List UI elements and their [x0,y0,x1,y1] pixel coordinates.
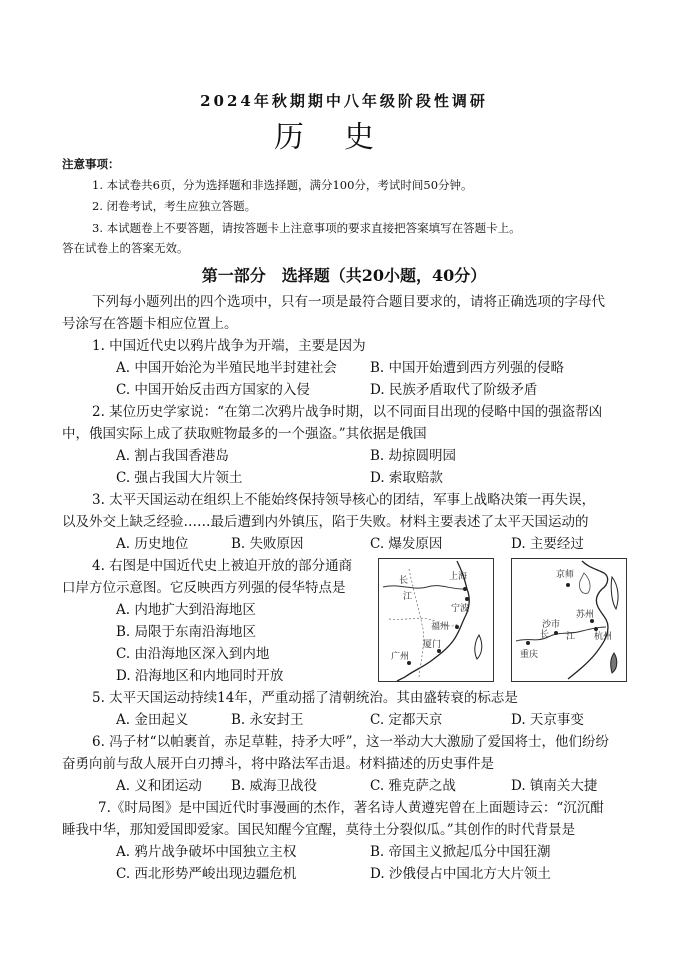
map-label: 江 [566,632,576,642]
notice-item: 3. 本试题卷上不要答题，请按答题卡上注意事项的要求直接把答案填写在答题卡上。 [92,221,521,235]
option: D. 索取赔款 [370,470,443,486]
subject-title: 历史 [274,120,414,155]
map-label: 上海 [449,572,468,582]
question-stem: 睡我中华，那知爱国即爱家。国民知醒今宜醒，莫待土分裂似瓜。”其创作的时代背景是 [62,822,576,838]
map-label: 福州 [431,622,450,632]
section-instruction: 下列每小题列出的四个选项中，只有一项是最符合题目要求的，请将正确选项的字母代 [92,294,605,310]
option: B. 威海卫战役 [231,778,318,794]
map-label: 重庆 [520,650,539,660]
port-marker [455,625,459,629]
taiwan-island [611,653,617,673]
question-stem: 6. 冯子材“以帕裹首，赤足草鞋，持矛大呼”，这一举动大大激励了爱国将士，他们纷纷 [92,734,609,750]
map-label: 广州 [391,652,410,662]
notice-item: 1. 本试卷共6页，分为选择题和非选择题，满分100分，考试时间50分钟。 [92,178,473,192]
option: B. 劫掠圆明园 [370,448,457,464]
question-stem: 1. 中国近代史以鸦片战争为开端，主要是因为 [92,338,366,354]
yangtze-river [383,586,463,589]
notice-item: 2. 闭卷考试，考生应独立答题。 [92,199,257,213]
question-stem: 5. 太平天国运动持续14年，严重动摇了清朝统治。其由盛转衰的标志是 [92,690,518,706]
port-marker [526,641,530,645]
map-label: 长 [399,576,409,586]
option: A. 割占我国香港岛 [116,448,229,464]
option: D. 沿海地区和内地同时开放 [116,668,284,684]
option: C. 爆发原因 [370,536,443,552]
option: A. 中国开始沦为半殖民地半封建社会 [116,360,337,376]
question-stem: 3. 太平天国运动在组织上不能始终保持领导核心的团结，军事上战略决策一再失误， [92,492,596,508]
option: D. 天京事变 [511,712,584,728]
question-stem: 中，俄国实际上成了获取赃物最多的一个强盗。”其依据是俄国 [62,426,427,442]
map-label: 长 [540,630,550,640]
map-label: 京师 [556,570,575,580]
question-stem: 口岸方位示意图。它反映西方列强的侵华特点是 [62,580,346,596]
treaty-ports-map-1 [378,558,494,682]
yangtze-river [516,627,606,641]
option: C. 雅克萨之战 [370,778,456,794]
exam-title: 2024年秋期期中八年级阶段性调研 [200,92,488,110]
map-label: 苏州 [576,610,595,620]
option: C. 由沿海地区深入到内地 [116,646,270,662]
port-marker [554,631,558,635]
question-stem: 4. 右图是中国近代史上被迫开放的部分通商 [92,558,353,574]
question-stem: 7.《时局图》是中国近代时事漫画的杰作，著名诗人黄遵宪曾在上面题诗云：“沉沉酣 [98,800,604,816]
treaty-ports-map-2 [511,558,627,682]
option: A. 历史地位 [116,536,189,552]
option: A. 鸦片战争破坏中国独立主权 [116,844,297,860]
question-stem: 奋勇向前与敌人展开白刃搏斗，将中路法军击退。材料描述的历史事件是 [62,756,494,772]
option: C. 西北形势严峻出现边疆危机 [116,866,297,882]
option: C. 中国开始反击西方国家的入侵 [116,382,310,398]
question-stem: 以及外交上缺乏经验……最后遭到内外镇压，陷于失败。材料主要表述了太平天国运动的 [62,514,589,530]
section-instruction: 号涂写在答题卡相应位置上。 [62,316,238,332]
map-label: 沙市 [542,620,561,630]
port-marker [465,597,469,601]
notice-item: 答在试卷上的答案无效。 [62,241,189,255]
option: C. 定都天京 [370,712,443,728]
option: D. 沙俄侵占中国北方大片领土 [370,866,551,882]
section-title: 第一部分 选择题（共20小题，40分） [201,266,487,285]
option: B. 失败原因 [231,536,304,552]
option: A. 义和团运动 [116,778,202,794]
province-border [409,569,424,677]
option: B. 局限于东南沿海地区 [116,624,257,640]
option: D. 镇南关大捷 [511,778,598,794]
question-stem: 2. 某位历史学家说：“在第二次鸦片战争时期，以不同面目出现的侵略中国的强盗帮凶 [92,404,603,420]
taiwan-island [475,635,482,659]
bohai-gulf [579,573,590,593]
option: B. 中国开始遭到西方列强的侵略 [370,360,565,376]
notice-heading: 注意事项： [62,157,120,171]
option: A. 金田起义 [116,712,189,728]
option: D. 主要经过 [511,536,584,552]
option: D. 民族矛盾取代了阶级矛盾 [370,382,538,398]
map-label: 厦门 [423,640,442,650]
map-label: 宁波 [451,604,470,614]
port-marker [594,627,598,631]
port-marker [566,583,570,587]
korea-peninsula [611,577,618,609]
option: B. 永安封王 [231,712,304,728]
map-label: 江 [403,592,413,602]
option: B. 帝国主义掀起瓜分中国狂潮 [370,844,551,860]
option: C. 强占我国大片领土 [116,470,243,486]
map-label: 杭州 [594,632,613,642]
port-marker [463,587,467,591]
option: A. 内地扩大到沿海地区 [116,602,256,618]
